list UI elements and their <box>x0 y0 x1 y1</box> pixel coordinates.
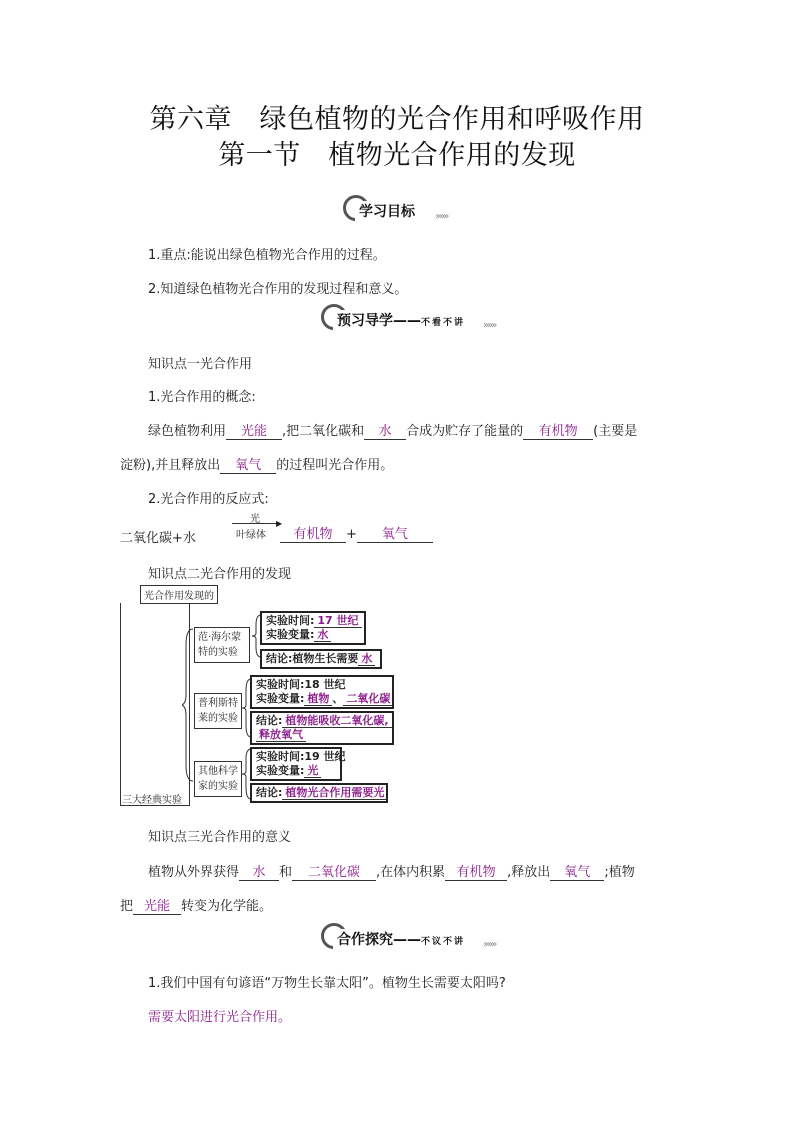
diagram-bottom-label: 三大经典实验 <box>122 795 182 806</box>
preview-banner-label: 预习导学——不看不讲 <box>333 310 469 330</box>
diagram-frame <box>120 603 190 806</box>
goal-1: 1.重点:能说出绿色植物光合作用的过程。 <box>148 248 386 263</box>
kp3-heading: 知识点三光合作用的意义 <box>148 830 292 845</box>
chevrons-icon: »»» <box>483 320 496 331</box>
reaction-equation <box>120 510 440 546</box>
diagram-root-label: 光合作用发现的 <box>140 585 218 604</box>
equation-condition-light: 光 <box>250 514 260 525</box>
experiment-3-details: 实验时间:19 世纪 实验变量: 光 <box>250 747 342 781</box>
experiment-3-name: 其他科学家的实验 <box>194 761 242 797</box>
kp1-concept-label: 1.光合作用的概念: <box>148 390 256 405</box>
preview-banner <box>321 306 511 332</box>
kp1-paragraph-line1: 绿色植物利用 光能 ,把二氧化碳和 水 合成为贮存了能量的 有机物 (主要是 <box>148 424 638 439</box>
kp3-paragraph-line2: 把 光能 转变为化学能。 <box>120 899 273 914</box>
experiment-2-name: 普利斯特莱的实验 <box>194 693 242 729</box>
experiment-1-name: 范·海尔蒙特的实验 <box>194 627 250 663</box>
chevrons-icon: »»» <box>483 939 496 950</box>
explore-question: 1.我们中国有句谚语“万物生长靠太阳”。植物生长需要太阳吗? <box>148 976 506 991</box>
goals-banner-label: 学习目标 <box>355 201 419 221</box>
goal-2: 2.知道绿色植物光合作用的发现过程和意义。 <box>148 282 408 297</box>
kp2-heading: 知识点二光合作用的发现 <box>148 567 292 582</box>
explore-answer: 需要太阳进行光合作用。 <box>148 1010 292 1025</box>
arrow-head-icon: ▶ <box>276 519 283 528</box>
discovery-diagram <box>120 585 410 807</box>
chevrons-icon: »»» <box>435 211 448 222</box>
experiment-3-conclusion: 结论: 植物光合作用需要光 <box>250 783 388 803</box>
main-brace-icon <box>182 625 194 785</box>
equation-condition-chloroplast: 叶绿体 <box>236 530 266 541</box>
experiment-2-details: 实验时间:18 世纪 实验变量: 植物 、 二氧化碳 <box>250 675 394 709</box>
equation-left: 二氧化碳+水 <box>120 531 196 546</box>
equation-right: 有机物 + 氧气 <box>280 527 433 543</box>
equation-arrow <box>232 523 280 524</box>
explore-banner <box>321 925 511 951</box>
explore-banner-label: 合作探究——不议不讲 <box>333 929 469 949</box>
section-title: 第一节 植物光合作用的发现 <box>218 140 576 171</box>
kp1-equation-label: 2.光合作用的反应式: <box>148 492 269 507</box>
experiment-2-conclusion: 结论: 植物能吸收二氧化碳, 释放氧气 <box>250 711 394 745</box>
kp1-paragraph-line2: 淀粉),并且释放出 氧气 的过程叫光合作用。 <box>120 458 394 473</box>
experiment-1-details: 实验时间: 17 世纪 实验变量: 水 <box>260 611 366 645</box>
experiment-1-conclusion: 结论:植物生长需要 水 <box>260 649 382 669</box>
kp1-heading: 知识点一光合作用 <box>148 357 253 372</box>
goals-banner <box>343 197 463 223</box>
chapter-title: 第六章 绿色植物的光合作用和呼吸作用 <box>149 104 645 135</box>
kp3-paragraph-line1: 植物从外界获得 水 和 二氧化碳 ,在体内积累 有机物 ,释放出 氧气 ;植物 <box>148 865 635 880</box>
